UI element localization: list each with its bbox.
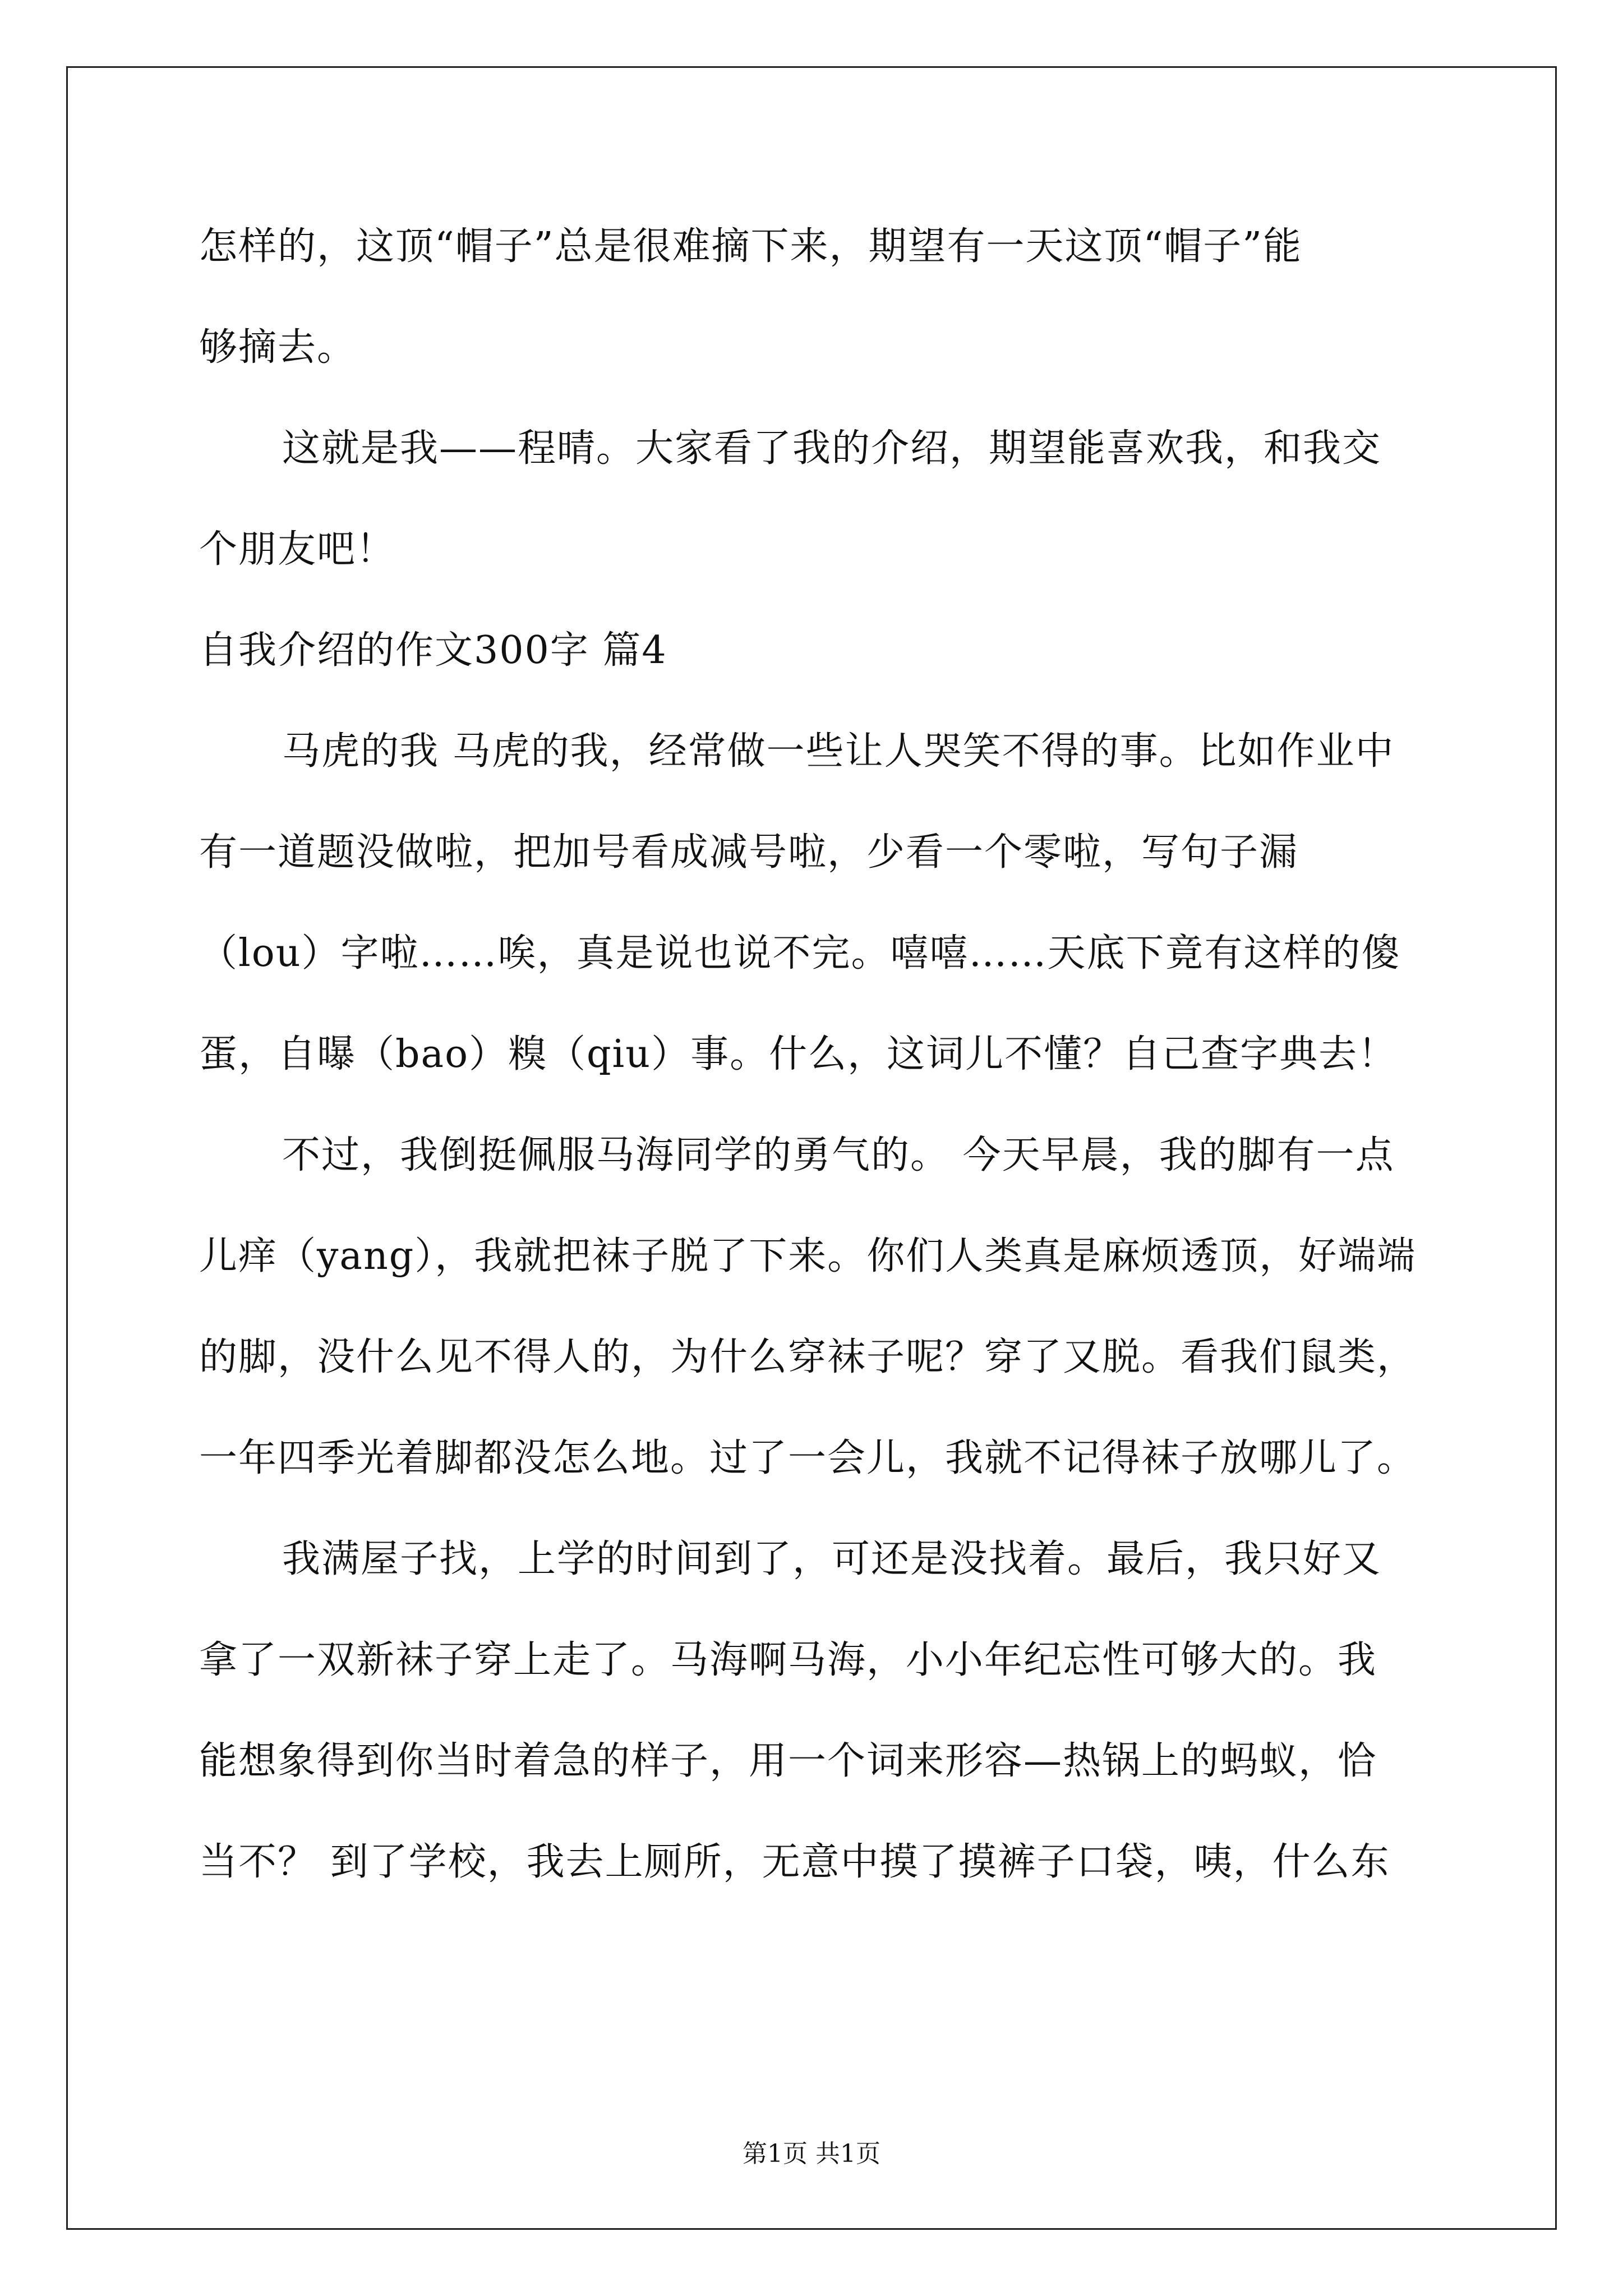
- paragraph-line: 能想象得到你当时着急的样子，用一个词来形容—热锅上的蚂蚁，恰: [199, 1739, 1377, 1783]
- paragraph-line: 我满屋子找，上学的时间到了，可还是没找着。最后，我只好又: [282, 1537, 1382, 1581]
- paragraph-line: 蛋，自曝（bao）糗（qiu）事。什么，这词儿不懂？自己查字典去！: [199, 1032, 1398, 1076]
- paragraph-line: 的脚，没什么见不得人的，为什么穿袜子呢？穿了又脱。看我们鼠类，: [199, 1335, 1417, 1379]
- paragraph-line: 有一道题没做啦，把加号看成减号啦，少看一个零啦，写句子漏: [199, 830, 1299, 875]
- paragraph-line: 当不？ 到了学校，我去上厕所，无意中摸了摸裤子口袋，咦，什么东: [199, 1840, 1390, 1884]
- paragraph-line: 一年四季光着脚都没怎么地。过了一会儿，我就不记得袜子放哪儿了。: [199, 1436, 1417, 1480]
- paragraph-line: 拿了一双新袜子穿上走了。马海啊马海，小小年纪忘性可够大的。我: [199, 1638, 1377, 1682]
- paragraph-line: 不过，我倒挺佩服马海同学的勇气的。 今天早晨，我的脚有一点: [282, 1133, 1395, 1177]
- paragraph-line: 马虎的我 马虎的我，经常做一些让人哭笑不得的事。比如作业中: [282, 729, 1395, 774]
- section-heading: 自我介绍的作文300字 篇4: [199, 628, 667, 673]
- paragraph-line: 够摘去。: [199, 325, 357, 370]
- paragraph-line: 这就是我——程晴。大家看了我的介绍，期望能喜欢我，和我交: [282, 426, 1382, 471]
- paragraph-line: （lou）字啦……唉，真是说也说不完。嘻嘻……天底下竟有这样的傻: [199, 931, 1401, 976]
- paragraph-line: 个朋友吧！: [199, 527, 396, 572]
- page-number-footer: 第1页 共1页: [743, 2139, 880, 2168]
- paragraph-line: 怎样的，这顶“帽子”总是很难摘下来，期望有一天这顶“帽子”能: [199, 224, 1303, 269]
- paragraph-line: 儿痒（yang），我就把袜子脱了下来。你们人类真是麻烦透顶，好端端: [199, 1234, 1417, 1278]
